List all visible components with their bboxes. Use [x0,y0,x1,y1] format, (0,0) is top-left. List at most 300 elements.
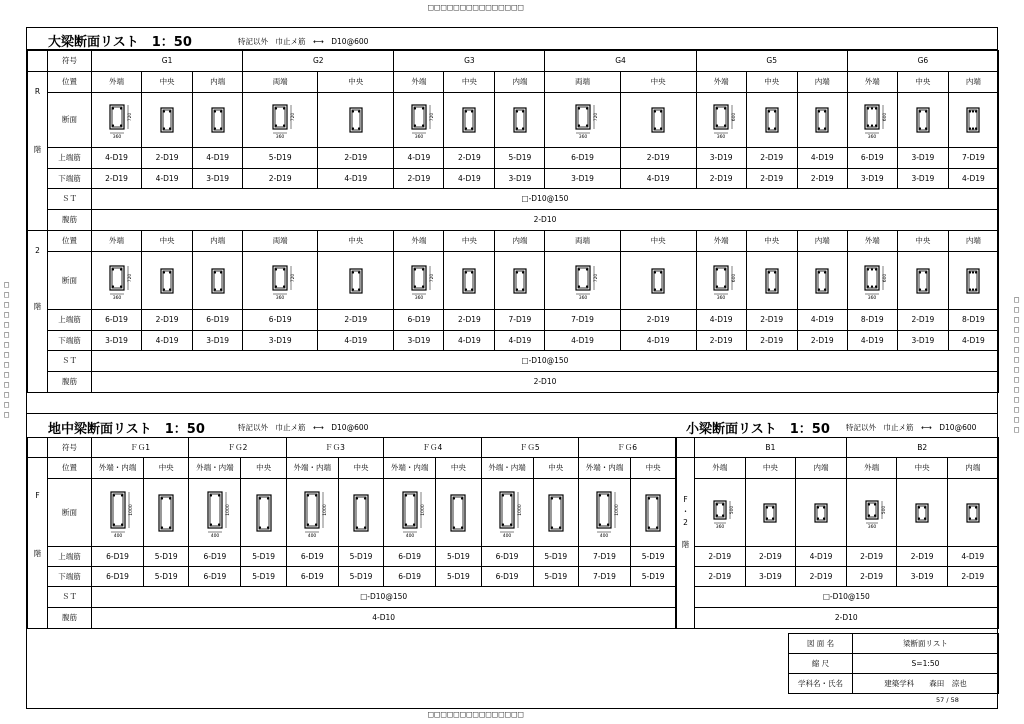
beam-section-drawing [198,258,238,304]
top-bar-cell: 2-D19 [620,148,696,169]
top-bar-cell: 7-D19 [948,148,998,169]
top-bar-cell: 4-D19 [947,547,998,567]
dimension-width-label: 360 [868,295,877,301]
top-bar-cell: 4-D19 [193,148,243,169]
position-cell: 外端・内端 [481,458,533,479]
bottom-bar-cell: 2-D19 [696,331,746,351]
section-cell [695,479,746,547]
rebar-dot [716,514,718,516]
rebar-dot [871,124,873,126]
rebar-dot [559,497,561,499]
rebar-dot [471,110,473,112]
rebar-dot [585,107,587,109]
header-web-bar: 腹筋 [48,608,92,629]
section-cell [92,252,142,310]
beam-section-drawing [500,97,540,143]
rebar-dot [275,268,277,270]
rebar-dot [818,127,820,129]
position-cell: 内端 [797,72,847,93]
position-cell: 外端 [847,231,897,252]
rebar-dot [551,526,553,528]
beam-section-drawing [339,483,383,543]
rebar-dot [465,271,467,273]
floor-label [677,458,695,629]
rebar-dot [585,268,587,270]
rebar-dot [824,271,826,273]
section-cell [241,479,286,547]
rebar-dot [660,110,662,112]
dimension-height-label: 1000 [225,503,231,516]
rebar-dot [919,127,921,129]
bottom-bar-cell: 5-D19 [241,567,286,587]
title-block-label-author: 学科名・氏名 [789,674,853,694]
rebar-dot [975,506,977,508]
stirrup [648,497,658,529]
stirrup [214,271,222,291]
position-cell: 中央 [533,458,578,479]
dimension-width-label: 400 [600,533,609,539]
section-cell [545,93,620,148]
position-cell: 外端 [394,72,444,93]
stirrup [161,497,171,529]
rebar-dot [774,127,776,129]
stirrup [414,107,424,127]
dimension-width-label: 360 [414,135,424,140]
rebar-dot [918,517,920,519]
bottom-bar-cell: 2-D19 [797,169,847,189]
rebar-dot [823,517,825,519]
stirrup [578,107,588,127]
rebar-dot [871,268,873,270]
top-bar-cell: 5-D19 [436,547,481,567]
stirrup [113,494,123,526]
rebar-dot [716,268,718,270]
rebar-dot [824,110,826,112]
rebar-dot [275,124,277,126]
beam-section-drawing [290,483,334,543]
top-bar-cell: 6-D19 [847,148,897,169]
top-bar-cell: 2-D19 [745,547,796,567]
section-cell [630,479,675,547]
top-bar-cell: 2-D19 [318,148,394,169]
bottom-bar-cell: 4-D19 [142,331,193,351]
header-stirrup: ＳＴ [48,189,92,210]
position-cell: 中央 [142,231,193,252]
rebar-dot [975,127,977,129]
rebar-dot [919,110,921,112]
rebar-dot [169,497,171,499]
rebar-dot [551,497,553,499]
rebar-dot [283,124,285,126]
beam-section-drawing [953,258,993,304]
bottom-bar-cell: 2-D19 [696,169,746,189]
dimension-width-label: 360 [716,135,726,140]
top-bar-cell: 2-D19 [620,310,696,331]
rebar-dot [214,288,216,290]
stirrup [465,110,473,130]
stirrup [275,268,285,288]
top-bar-cell: 7-D19 [495,310,545,331]
lower-divider [27,413,997,414]
rebar-dot [120,523,122,525]
beam-symbol-g1: G1 [92,51,243,72]
bottom-bar-cell: 5-D19 [338,567,383,587]
header-position: 位置 [48,231,92,252]
beam-section-drawing [799,488,843,538]
rebar-dot [607,494,609,496]
rebar-dot [471,127,473,129]
position-cell: 中央 [630,458,675,479]
bottom-bar-cell: 6-D19 [189,567,241,587]
rebar-dot [358,110,360,112]
beam-section-drawing [399,258,439,304]
position-cell: 外端 [394,231,444,252]
beam-section-drawing [631,483,675,543]
position-cell: 両端 [243,231,318,252]
rebar-dot [422,107,424,109]
stirrup [969,110,977,130]
rebar-dot [283,107,285,109]
beam-section-drawing [242,483,286,543]
section-cell [436,479,481,547]
title-block-scale: S=1:50 [853,654,999,674]
bottom-bar-cell: 2-D19 [92,169,142,189]
rebar-dot [867,503,869,505]
rebar-dot [169,526,171,528]
bottom-bar-cell: 6-D19 [92,567,144,587]
top-bar-cell: 2-D19 [746,148,797,169]
rebar-dot [654,127,656,129]
position-cell: 中央 [897,231,948,252]
position-cell: 中央 [897,72,948,93]
foundation-beam-symbol: ＦＧ5 [481,438,578,458]
top-margin-marks: □□□□□□□□□□□□□□□ [428,3,525,13]
rebar-dot [364,526,366,528]
stirrup [163,271,171,291]
top-bar-cell: 4-D19 [797,148,847,169]
section-cell [797,93,847,148]
rebar-dot [210,494,212,496]
dimension-height-label: 500 [881,505,887,514]
position-cell: 内端 [193,231,243,252]
position-cell: 外端 [846,458,897,479]
dimension-width-label: 360 [112,295,121,301]
beam-section-drawing [951,488,995,538]
position-cell: 内端 [495,72,545,93]
rebar-dot [577,107,579,109]
bottom-bar-cell: 5-D19 [144,567,189,587]
dimension-height-label: 720 [127,112,133,122]
stirrup [919,110,927,130]
rebar-dot [577,124,579,126]
dimension-width-label: 400 [307,533,317,539]
rebar-dot [559,526,561,528]
beam-section-drawing [582,483,626,543]
top-bar-cell: 5-D19 [495,148,545,169]
rebar-dot [413,523,415,525]
rebar-dot [465,288,467,290]
beam-section-drawing [802,258,842,304]
beam-section-drawing [193,483,237,543]
section-cell [243,93,318,148]
rebar-dot [818,288,820,290]
dimension-height-label: 1000 [128,503,134,516]
beam-section-drawing [563,258,603,304]
rebar-dot [969,506,971,508]
floor-label [28,72,48,231]
rebar-dot [818,271,820,273]
section-cell [318,252,394,310]
rebar-dot [111,107,113,109]
stirrup [259,497,269,529]
position-cell: 外端 [696,72,746,93]
stirrup [919,271,927,291]
title-block [788,633,999,694]
bottom-bar-cell: 3-D19 [745,567,796,587]
section-cell [696,252,746,310]
top-bar-cell: 4-D19 [696,310,746,331]
top-bar-cell: 5-D19 [243,148,318,169]
top-bar-cell: 2-D19 [695,547,746,567]
top-bar-cell: 2-D19 [746,310,797,331]
rebar-dot [161,497,163,499]
section-cell [746,252,797,310]
rebar-dot [220,127,222,129]
section-cell [948,252,998,310]
title-block-drawing-name: 梁断面リスト [853,634,999,654]
position-cell: 外端 [847,72,897,93]
section-cell [948,93,998,148]
rebar-dot [716,503,718,505]
stirrup [818,271,826,291]
beam-section-drawing [147,97,187,143]
top-bar-cell: 3-D19 [897,148,948,169]
rebar-dot [724,268,726,270]
position-cell: 中央 [444,231,495,252]
rebar-dot [768,110,770,112]
header-stirrup: ＳＴ [48,587,92,608]
rebar-dot [774,110,776,112]
foundation-beam-symbol: ＦＧ1 [92,438,189,458]
title-block-label-scale: 縮 尺 [789,654,853,674]
rebar-dot [161,526,163,528]
section-cell [846,479,897,547]
rebar-dot [283,268,285,270]
section-cell [797,252,847,310]
bottom-bar-cell: 2-D19 [846,567,897,587]
foundation-title: 地中梁断面リスト 1：50 [48,422,205,437]
dimension-width-label: 400 [405,533,414,539]
dimension-height-label: 1000 [615,503,621,516]
web-bar-value: 2-D10 [92,372,999,393]
rebar-dot [969,271,971,273]
bottom-bar-cell: 4-D19 [620,169,696,189]
bottom-bar-cell: 2-D19 [947,567,998,587]
section-cell [142,252,193,310]
rebar-dot [817,506,819,508]
bottom-bar-cell: 4-D19 [948,331,998,351]
rebar-dot [975,517,977,519]
position-cell: 中央 [241,458,286,479]
dimension-width-label: 400 [113,533,122,539]
rebar-dot [275,285,277,287]
dimension-height-label: 600 [732,273,738,282]
rebar-dot [465,127,467,129]
stirrup [716,268,726,288]
rebar-dot [577,285,579,287]
rebar-dot [823,506,825,508]
stirrup [163,110,171,130]
rebar-dot [352,110,354,112]
bottom-bar-cell: 4-D19 [318,331,394,351]
small-beam-symbol: B2 [846,438,998,458]
dimension-height-label: 600 [732,112,738,122]
section-cell [243,252,318,310]
rebar-dot [120,494,122,496]
top-bar-cell: 2-D19 [444,310,495,331]
rebar-dot [414,107,416,109]
beam-section-drawing [852,258,892,304]
rebar-dot [817,517,819,519]
rebar-dot [660,271,662,273]
bottom-bar-cell: 2-D19 [746,169,797,189]
small-beam-note: 特記以外 巾止メ筋 ⟷ D10@600 [846,423,977,432]
rebar-dot [422,285,424,287]
bottom-bar-cell: 5-D19 [436,567,481,587]
beam-section-drawing [802,97,842,143]
header-stirrup: ＳＴ [48,351,92,372]
girder-table [27,50,999,393]
left-margin-marks: □□□□□□□□□□□□□□ [2,280,11,420]
top-bar-cell: 2-D19 [142,310,193,331]
rebar-dot [516,127,518,129]
dimension-width-label: 360 [112,135,121,140]
beam-section-drawing [399,97,439,143]
rebar-dot [414,268,416,270]
rebar-dot [111,268,113,270]
rebar-dot [975,288,977,290]
rebar-dot [218,494,220,496]
top-bar-cell: 8-D19 [847,310,897,331]
rebar-dot [214,110,216,112]
position-cell: 中央 [318,231,394,252]
stirrup [356,497,366,529]
rebar-dot [972,288,974,290]
foundation-beam-symbol: ＦＧ6 [578,438,675,458]
rebar-dot [875,268,877,270]
foundation-beam-symbol: ＦＧ3 [286,438,383,458]
rebar-dot [258,497,260,499]
girder-title: 大梁断面リスト 1：50 [48,35,192,50]
stirrup [465,271,473,291]
rebar-dot [722,514,724,516]
top-bar-cell: 6-D19 [92,310,142,331]
rebar-dot [873,503,875,505]
stirrup [275,107,285,127]
position-cell: 両端 [545,231,620,252]
dimension-height-label: 720 [593,112,599,122]
beam-symbol-g3: G3 [394,51,545,72]
rebar-dot [972,271,974,273]
stirrup [502,494,512,526]
header-top-bar: 上端筋 [48,547,92,567]
bottom-bar-cell: 6-D19 [384,567,436,587]
rebar-dot [405,494,407,496]
rebar-dot [111,285,113,287]
section-cell [338,479,383,547]
floor-number: 2 [35,246,40,255]
stirrup [112,268,122,288]
rebar-dot [510,494,512,496]
rebar-dot [577,268,579,270]
rebar-dot [453,497,455,499]
rebar-dot [724,285,726,287]
beam-section-drawing [485,483,529,543]
rebar-dot [414,285,416,287]
top-bar-cell: 4-D19 [796,547,847,567]
header-bottom-bar: 下端筋 [48,567,92,587]
rebar-dot [925,127,927,129]
position-cell: 内端 [948,231,998,252]
stirrup [210,494,220,526]
rebar-dot [356,526,358,528]
stirrup [307,494,317,526]
dimension-width-label: 360 [715,524,725,530]
rebar-dot [163,110,165,112]
position-cell: 中央 [620,72,696,93]
bottom-bar-cell: 3-D19 [394,331,444,351]
rebar-dot [413,494,415,496]
dimension-height-label: 720 [429,112,435,122]
bottom-bar-cell: 2-D19 [796,567,847,587]
rebar-dot [214,271,216,273]
foundation-table [27,437,676,629]
section-cell [318,93,394,148]
stirrup [768,110,776,130]
rebar-dot [307,494,309,496]
position-cell: 外端・内端 [189,458,241,479]
top-bar-cell: 5-D19 [338,547,383,567]
section-cell [796,479,847,547]
beam-section-drawing [388,483,432,543]
stirrup [716,107,726,127]
rebar-dot [924,506,926,508]
section-cell [481,479,533,547]
page-number: 57 / 58 [936,696,959,704]
rebar-dot [502,494,504,496]
top-bar-cell: 6-D19 [481,547,533,567]
section-cell [746,93,797,148]
small-beam-table [676,437,999,629]
title-block-label-name: 図 面 名 [789,634,853,654]
position-cell: 中央 [746,231,797,252]
stirrup [214,110,222,130]
rebar-dot [818,110,820,112]
section-cell [92,479,144,547]
rebar-dot [607,523,609,525]
rebar-dot [516,288,518,290]
top-bar-cell: 2-D19 [897,310,948,331]
rebar-dot [774,271,776,273]
section-cell [189,479,241,547]
section-cell [897,93,948,148]
floor-label [28,231,48,393]
section-cell [847,93,897,148]
rebar-dot [867,124,869,126]
top-bar-cell: 8-D19 [948,310,998,331]
top-bar-cell: 5-D19 [533,547,578,567]
rebar-dot [422,268,424,270]
